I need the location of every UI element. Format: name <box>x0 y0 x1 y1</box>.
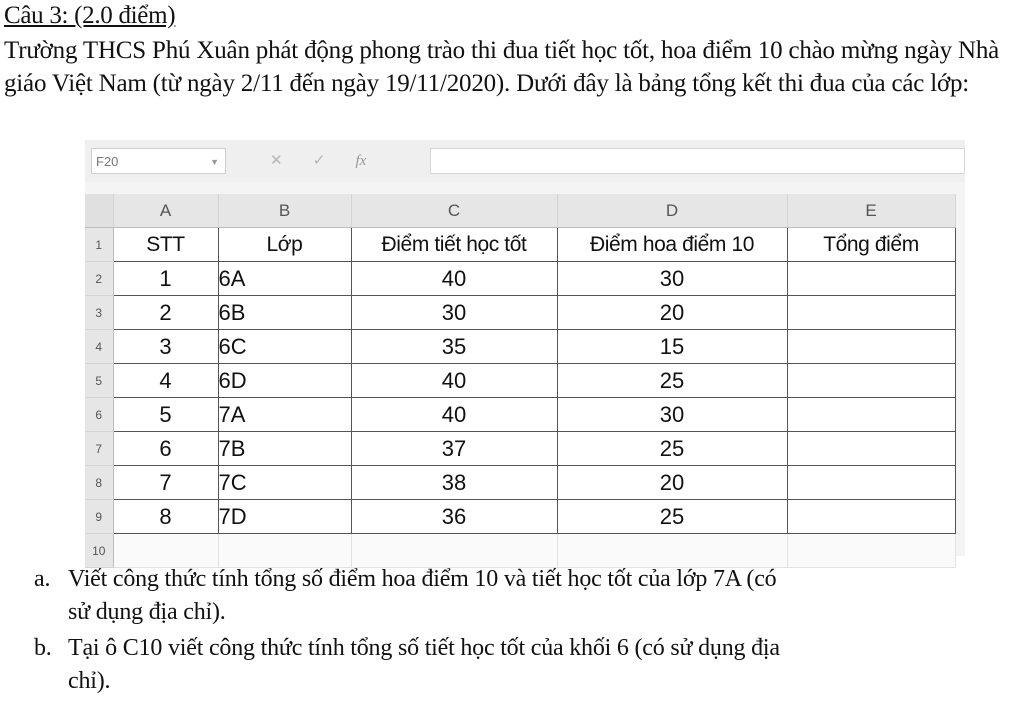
table-cell[interactable]: 7A <box>218 398 351 432</box>
question-a-label: a. <box>34 566 51 592</box>
table-row <box>85 364 955 398</box>
formula-bar <box>85 140 965 182</box>
table-cell[interactable]: 25 <box>557 500 787 534</box>
row-number[interactable]: 4 <box>85 330 113 364</box>
table-cell[interactable]: 15 <box>557 330 787 364</box>
table-cell[interactable]: 30 <box>557 262 787 296</box>
header-cell-lop[interactable]: Lớp <box>218 228 351 262</box>
worksheet-grid <box>85 194 956 568</box>
question-intro: Trường THCS Phú Xuân phát động phong trào thi đua tiết học tốt, hoa điểm 10 chào mừng ngày Nhà giáo Việt Nam (từ ngày 2/11 đến ngày 19/11/2020). Dưới đây là bảng tổng kết thi đua của các lớp: <box>4 37 1000 97</box>
header-cell-diem-tiet-hoc-tot[interactable]: Điểm tiết học tốt <box>351 228 557 262</box>
formula-buttons <box>270 148 420 174</box>
table-cell[interactable] <box>787 432 955 466</box>
table-cell[interactable]: 7 <box>113 466 218 500</box>
row-number[interactable]: 6 <box>85 398 113 432</box>
table-cell[interactable] <box>787 296 955 330</box>
table-cell[interactable]: 1 <box>113 262 218 296</box>
header-cell-diem-hoa-diem-10[interactable]: Điểm hoa điểm 10 <box>557 228 787 262</box>
table-cell[interactable]: 2 <box>113 296 218 330</box>
select-all-corner[interactable] <box>85 194 113 228</box>
question-heading: Câu 3: (2.0 điểm) <box>4 2 176 29</box>
row-number[interactable]: 1 <box>85 228 113 262</box>
insert-function-icon[interactable]: fx <box>355 153 367 169</box>
table-cell[interactable]: 7C <box>218 466 351 500</box>
spreadsheet-image <box>85 140 965 556</box>
question-a-text-line2: sử dụng địa chỉ). <box>68 599 226 625</box>
row-number[interactable]: 8 <box>85 466 113 500</box>
row-number[interactable]: 3 <box>85 296 113 330</box>
name-box[interactable] <box>91 148 226 174</box>
table-cell[interactable]: 6C <box>218 330 351 364</box>
table-cell[interactable]: 20 <box>557 296 787 330</box>
table-cell[interactable]: 6A <box>218 262 351 296</box>
table-cell[interactable] <box>787 534 955 568</box>
table-cell[interactable] <box>787 466 955 500</box>
table-cell[interactable]: 36 <box>351 500 557 534</box>
table-cell[interactable] <box>787 262 955 296</box>
question-b <box>34 632 780 698</box>
row-number[interactable]: 5 <box>85 364 113 398</box>
table-row <box>85 466 955 500</box>
table-header-row <box>85 228 955 262</box>
question-b-label: b. <box>34 635 52 661</box>
question-b-text-line1: Tại ô C10 viết công thức tính tổng số tiết học tốt của khối 6 (có sử dụng địa <box>68 635 780 661</box>
formula-input[interactable] <box>430 148 965 174</box>
row-number[interactable]: 2 <box>85 262 113 296</box>
table-row <box>85 262 955 296</box>
column-header-e[interactable]: E <box>787 194 955 228</box>
table-cell[interactable]: 40 <box>351 364 557 398</box>
table-cell[interactable]: 25 <box>557 364 787 398</box>
dropdown-arrow-icon: ▼ <box>210 157 219 167</box>
question-a <box>34 563 776 629</box>
column-header-d[interactable]: D <box>557 194 787 228</box>
table-cell[interactable]: 7D <box>218 500 351 534</box>
table-cell[interactable]: 25 <box>557 432 787 466</box>
table-cell[interactable]: 6B <box>218 296 351 330</box>
table-cell[interactable] <box>787 398 955 432</box>
table-cell[interactable]: 40 <box>351 262 557 296</box>
cancel-icon[interactable]: ✕ <box>270 152 283 169</box>
table-row <box>85 296 955 330</box>
row-number[interactable]: 7 <box>85 432 113 466</box>
confirm-icon[interactable]: ✓ <box>312 152 326 169</box>
column-header-row <box>85 194 955 228</box>
table-row <box>85 432 955 466</box>
column-header-b[interactable]: B <box>218 194 351 228</box>
table-cell[interactable]: 6 <box>113 432 218 466</box>
table-cell[interactable]: 30 <box>351 296 557 330</box>
table-row <box>85 500 955 534</box>
table-cell[interactable]: 6D <box>218 364 351 398</box>
table-row <box>85 398 955 432</box>
row-number[interactable]: 10 <box>85 534 113 568</box>
column-header-c[interactable]: C <box>351 194 557 228</box>
table-cell[interactable]: 7B <box>218 432 351 466</box>
table-cell[interactable]: 5 <box>113 398 218 432</box>
table-cell[interactable] <box>787 364 955 398</box>
table-cell[interactable]: 40 <box>351 398 557 432</box>
question-a-text-line1: Viết công thức tính tổng số điểm hoa điểm 10 và tiết học tốt của lớp 7A (có <box>68 566 777 592</box>
row-number[interactable]: 9 <box>85 500 113 534</box>
table-cell[interactable]: 3 <box>113 330 218 364</box>
table-cell[interactable]: 35 <box>351 330 557 364</box>
table-cell[interactable]: 8 <box>113 500 218 534</box>
table-cell[interactable] <box>787 500 955 534</box>
table-row <box>85 330 955 364</box>
table-cell[interactable]: 30 <box>557 398 787 432</box>
name-box-value: F20 <box>96 154 119 169</box>
table-cell[interactable]: 4 <box>113 364 218 398</box>
table-cell[interactable]: 38 <box>351 466 557 500</box>
column-header-a[interactable]: A <box>113 194 218 228</box>
header-cell-stt[interactable]: STT <box>113 228 218 262</box>
table-cell[interactable] <box>787 330 955 364</box>
header-cell-tong-diem[interactable]: Tổng điểm <box>787 228 955 262</box>
question-b-text-line2: chỉ). <box>68 668 111 694</box>
table-cell[interactable]: 20 <box>557 466 787 500</box>
table-cell[interactable]: 37 <box>351 432 557 466</box>
